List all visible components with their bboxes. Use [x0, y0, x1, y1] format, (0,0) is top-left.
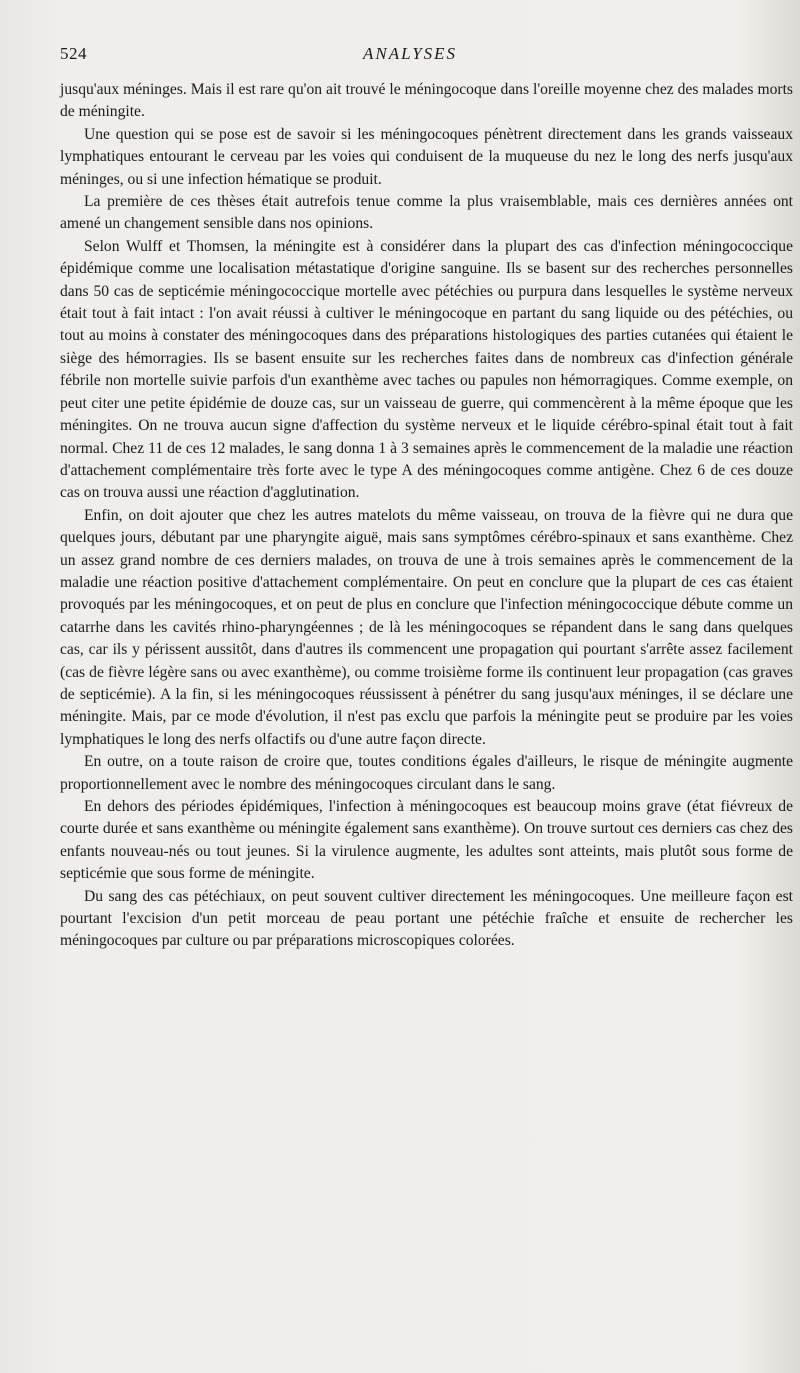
page-number: 524 [60, 44, 87, 63]
body-text [60, 79, 793, 953]
paragraph: La première de ces thèses était autrefois tenue comme la plus vraisemblable, mais ces dernières années ont amené un changement sensible dans nos opinions. [60, 193, 793, 233]
paragraph: Une question qui se pose est de savoir si les méningocoques pénètrent directement dans les grands vaisseaux lymphatiques entourant le cerveau par les voies qui conduisent de la muqueuse du nez le long des nerfs jusqu'aux méninges, ou si une infection hématique se produit. [60, 125, 793, 188]
paragraph: En dehors des périodes épidémiques, l'infection à méningocoques est beaucoup moins grave (état fiévreux de courte durée et sans exanthème ou méningite également sans exanthème). On trouve surtout ces derniers cas chez des enfants nouveau-nés ou tout jeunes. Si la virulence augmente, les adultes sont atteints, mais plutôt sous forme de septicémie que sous forme de méningite. [60, 798, 793, 883]
paragraph: Enfin, on doit ajouter que chez les autres matelots du même vaisseau, on trouva de la fièvre qui ne dura que quelques jours, débutant par une pharyngite aiguë, mais sans symptômes cérébro-spinaux et sans exanthème. Chez un assez grand nombre de ces derniers malades, on trouva de une à trois semaines après le commencement de la maladie une réaction positive d'attachement complémentaire. On peut en conclure que la plupart de ces cas étaient provoqués par les méningocoques, et on peut de plus en conclure que l'infection méningococcique débute comme un catarrhe dans les cavités rhino-pharyngéennes ; de là les méningocoques se répandent dans le sang dans quelques cas, car ils y périssent aussitôt, dans d'autres ils commencent une propagation qui pourtant s'arrête assez facilement (cas de fièvre légère sans ou avec exanthème), ou comme troisième forme ils continuent leur propagation (cas graves de septicémie). A la fin, si les méningocoques réussissent à pénétrer du sang jusqu'aux méninges, il se déclare une méningite. Mais, par ce mode d'évolution, il n'est pas exclu que parfois la méningite peut se produire par les voies lymphatiques le long des nerfs olfactifs ou d'une autre façon directe. [60, 506, 793, 748]
page-header [60, 44, 760, 68]
paragraph: En outre, on a toute raison de croire que, toutes conditions égales d'ailleurs, le risque de méningite augmente proportionnellement avec le nombre des méningocoques circulant dans le sang. [60, 753, 793, 793]
paragraph: Du sang des cas pétéchiaux, on peut souvent cultiver directement les méningocoques. Une meilleure façon est pourtant l'excision d'un petit morceau de peau portant une pétéchie fraîche et ensuite de rechercher les méningocoques par culture ou par préparations microscopiques colorées. [60, 887, 793, 950]
paragraph: jusqu'aux méninges. Mais il est rare qu'on ait trouvé le méningocoque dans l'oreille moyenne chez des malades morts de méningite. [60, 81, 793, 121]
running-title: ANALYSES [362, 44, 458, 63]
paragraph: Selon Wulff et Thomsen, la méningite est à considérer dans la plupart des cas d'infection méningococcique épidémique comme une localisation métastatique d'origine sanguine. Ils se basent sur des recherches personnelles dans 50 cas de septicémie méningococcique mortelle avec pétéchies ou purpura dans lesquelles le système nerveux était tout à fait intact : l'on avait réussi à cultiver le méningocoque en partant du sang liquide ou des pétéchies, ou tout au moins à constater des méningocoques dans des préparations histologiques des parties cutanées qui étaient le siège des hémorragies. Ils se basent ensuite sur les recherches faites dans de nombreux cas d'infection générale fébrile non mortelle suivie parfois d'un exanthème avec taches ou papules non hémorragiques. Comme exemple, on peut citer une petite épidémie de douze cas, sur un vaisseau de guerre, qui commencèrent à la même époque que les méningites. On ne trouva aucun signe d'affection du système nerveux et le liquide cérébro-spinal était tout à fait normal. Chez 11 de ces 12 malades, le sang donna 1 à 3 semaines après le commencement de la maladie une réaction d'attachement complémentaire très forte avec le type A des méningocoques comme antigène. Chez 6 de ces douze cas on trouva aussi une réaction d'agglutination. [60, 237, 793, 502]
